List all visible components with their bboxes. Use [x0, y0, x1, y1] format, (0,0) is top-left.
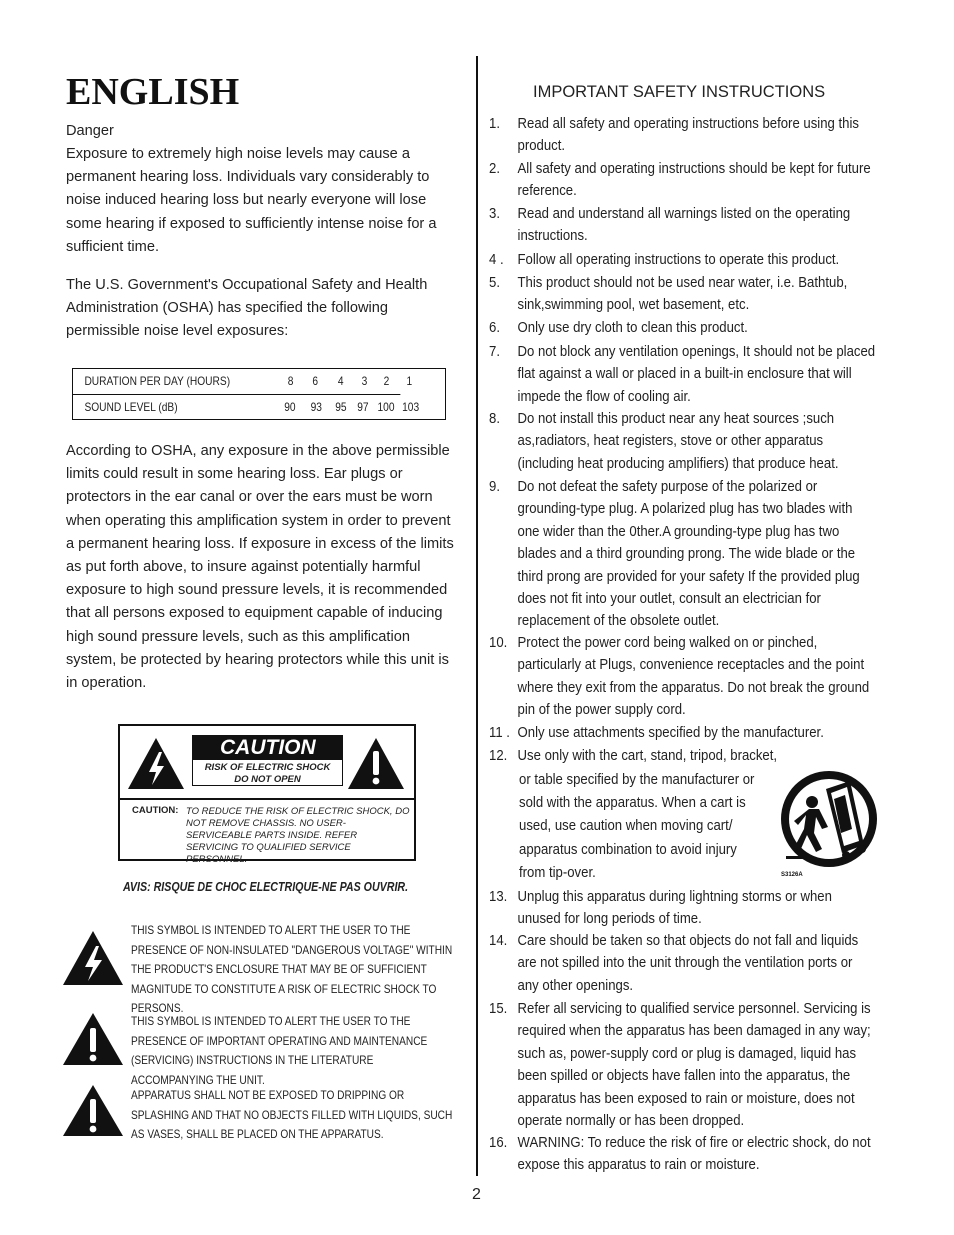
instruction-item: 2. All safety and operating instructions should be kept for future reference.: [489, 161, 871, 200]
caution-banner: [192, 735, 343, 786]
page-title: ENGLISH: [66, 71, 240, 113]
caution-label: CAUTION:: [132, 805, 179, 816]
sound-level-value: 100: [377, 401, 395, 414]
continuation-line: used, use caution when moving cart/: [519, 818, 733, 835]
danger-text: Exposure to extremely high noise levels may cause a permanent hearing loss. Individuals vary considerably to noise induced hearing loss but nearly everyone will lose some hearing if exposed to sufficiently intense noise for a sufficient time.: [66, 146, 437, 255]
symbol-description: THIS SYMBOL IS INTENDED TO ALERT THE USER TO THE PRESENCE OF NON-INSULATED "DANGEROUS VOLTAGE" WITHIN THE PRODUCT'S ENCLOSURE THAT MAY BE OF SUFFICIENT MAGNITUDE TO CONSTITUTE A RISK OF ELECTRIC SHOCK TO PERSONS.: [131, 923, 453, 1015]
sound-level-row: [73, 395, 420, 420]
duration-value: 6: [312, 375, 319, 388]
duration-row: [73, 369, 413, 395]
instruction-item: 10. Protect the power cord being walked on or pinched, particularly at Plugs, convenience receptacles and the point where they exit from the apparatus. Do not break the ground pin of the power supply cord.: [489, 635, 870, 719]
symbol-description: APPARATUS SHALL NOT BE EXPOSED TO DRIPPING OR SPLASHING AND THAT NO OBJECTS FILLED WITH LIQUIDS, SUCH AS VASES, SHALL BE PLACED ON THE APPARATUS.: [131, 1088, 453, 1141]
avis-warning: AVIS: RISQUE DE CHOC ELECTRIQUE-NE PAS OUVRIR.: [123, 879, 409, 894]
duration-value: 8: [287, 375, 294, 388]
continuation-line: sold with the apparatus. When a cart is: [519, 795, 746, 812]
exclamation-triangle-icon: [61, 1083, 125, 1138]
sound-level-label: SOUND LEVEL (dB): [84, 401, 178, 414]
caution-text: TO REDUCE THE RISK OF ELECTRIC SHOCK, DO NOT REMOVE CHASSIS. NO USER-SERVICEABLE PARTS INSIDE. REFER SERVICING TO QUALIFIED SERVICE PERSONNEL.: [186, 806, 410, 865]
sound-level-value: 97: [357, 401, 369, 414]
instruction-item: 3. Read and understand all warnings listed on the operating instructions.: [489, 206, 851, 245]
lightning-triangle-icon: [126, 736, 186, 791]
instruction-item: 11 . Only use attachments specified by the manufacturer.: [489, 725, 824, 741]
instruction-item: 5. This product should not be used near water, i.e. Bathtub, sink,swimming pool, wet basement, etc.: [489, 275, 848, 314]
column-divider: [476, 56, 478, 1176]
duration-value: 2: [383, 375, 390, 388]
sound-level-value: 103: [402, 401, 420, 414]
page-number: 2: [472, 1186, 481, 1203]
caution-label-box: [118, 724, 416, 865]
duration-value: 1: [406, 375, 413, 388]
instruction-item: 12. Use only with the cart, stand, tripod, bracket,: [489, 748, 778, 764]
exclamation-triangle-icon: [346, 736, 406, 791]
continuation-line: apparatus combination to avoid injury: [519, 841, 737, 858]
cart-icon-code: S3126A: [781, 872, 803, 877]
duration-value: 4: [337, 375, 344, 388]
continuation-line: or table specified by the manufacturer or: [519, 772, 755, 788]
sound-level-value: 95: [335, 401, 347, 414]
symbol-description: THIS SYMBOL IS INTENDED TO ALERT THE USER TO THE PRESENCE OF IMPORTANT OPERATING AND MAINTENANCE (SERVICING) INSTRUCTIONS IN THE LITERATURE ACCOMPANYING THE UNIT.: [131, 1014, 428, 1087]
caution-divider: [120, 798, 414, 800]
risk-line: DO NOT OPEN: [234, 774, 301, 785]
duration-label: DURATION PER DAY (HOURS): [84, 375, 231, 388]
instruction-item: 16. WARNING: To reduce the risk of fire or electric shock, do not expose this apparatus to rain or moisture.: [489, 1135, 871, 1174]
danger-label: Danger: [66, 123, 114, 139]
instruction-item: 15. Refer all servicing to qualified service personnel. Servicing is required when the apparatus has been damaged in any way; such as, power-supply cord or plug is damaged, liquid has been spilled or objects have fallen into the apparatus, the apparatus has been exposed to rain or moisture, does not operate normally or has been dropped.: [489, 1001, 871, 1130]
sound-level-value: 93: [310, 401, 322, 414]
cart-tip-over-warning-icon: [776, 769, 882, 877]
caution-risk-text: [193, 762, 342, 786]
instruction-item: 14. Care should be taken so that objects do not fall and liquids are not spilled into the unit through the ventilation ports or any other openings.: [489, 933, 859, 994]
instruction-item: 1. Read all safety and operating instructions before using this product.: [489, 116, 859, 155]
instruction-item: 9. Do not defeat the safety purpose of the polarized or grounding-type plug. A polarized plug has two blades with one wider than the 0ther.A grounding-type plug has two blades and a third grounding prong. The wide blade or the third prong are provided for your safety If the provided plug does not fit into your outlet, consult an electrician for replacement of the obsolete outlet.: [489, 479, 860, 630]
instruction-item: 4 . Follow all operating instructions to operate this product.: [489, 252, 840, 268]
osha-intro: The U.S. Government's Occupational Safety and Health Administration (OSHA) has specified the following permissible noise level exposures:: [66, 277, 428, 340]
instructions-title: IMPORTANT SAFETY INSTRUCTIONS: [533, 83, 826, 101]
sound-level-value: 90: [284, 401, 296, 414]
noise-exposure-table: [72, 368, 446, 420]
duration-value: 3: [361, 375, 368, 388]
caution-title: CAUTION: [193, 736, 342, 760]
exclamation-triangle-icon: [61, 1011, 125, 1067]
item-12-continuation: [519, 769, 767, 885]
risk-line: RISK OF ELECTRIC SHOCK: [204, 762, 331, 773]
osha-text: According to OSHA, any exposure in the above permissible limits could result in some hearing loss. Ear plugs or protectors in the ear canal or over the ears must be worn when operating this amplification system in order to prevent a permanent hearing loss. If exposure in excess of the limits as put forth above, to insure against potentially harmful exposure to high sound pressure levels, it is recommended that all persons exposed to equipment capable of inducing high sound pressure levels, such as this amplification system, be protected by hearing protectors while this unit is in operation.: [66, 443, 454, 692]
continuation-line: from tip-over.: [519, 864, 596, 881]
instruction-item: 7. Do not block any ventilation openings, It should not be placed flat against a wall or placed in a built-in enclosure that will impede the flow of cooling air.: [489, 344, 876, 405]
instruction-item: 8. Do not install this product near any heat sources ;such as,radiators, heat registers, stove or other apparatus (including heat producing amplifiers) that produce heat.: [489, 411, 839, 472]
instruction-item: 13. Unplug this apparatus during lightning storms or when unused for long periods of time.: [489, 889, 832, 928]
lightning-triangle-icon: [61, 929, 125, 987]
instruction-item: 6. Only use dry cloth to clean this product.: [489, 320, 748, 336]
